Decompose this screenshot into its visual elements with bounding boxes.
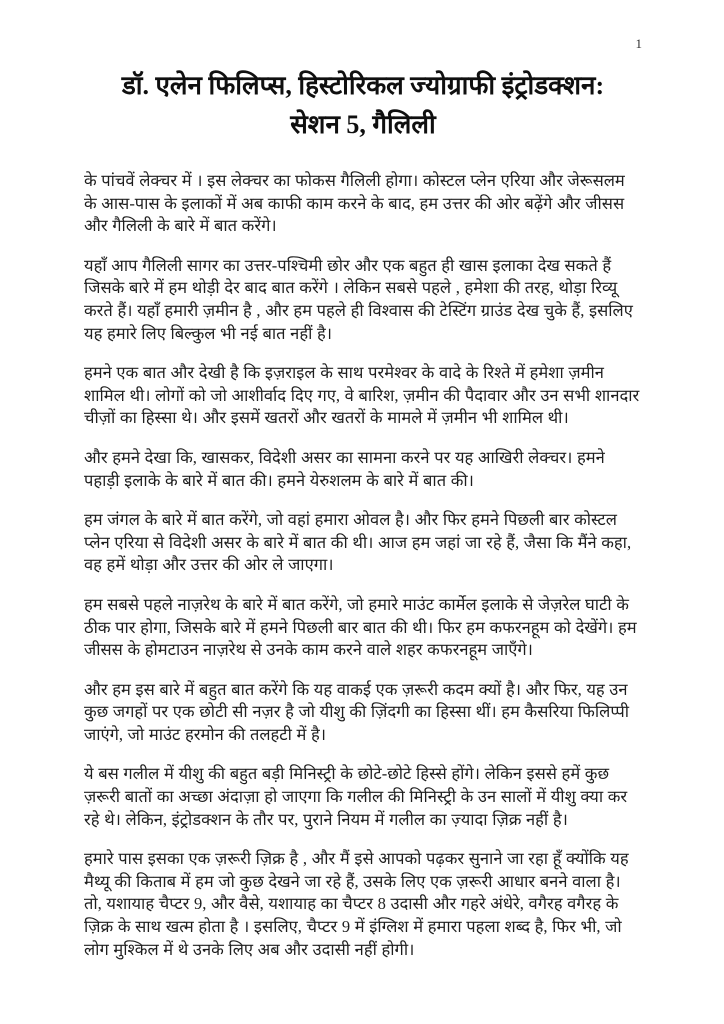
paragraph-9: हमारे पास इसका एक ज़रूरी ज़िक्र है , और मैं इसे आपको पढ़कर सुनाने जा रहा हूँ क्योंकि यह मैथ्यू की किताब में हम जो कुछ देखने जा रहे हैं, उसके लिए एक ज़रूरी आधार बनने वाला है। तो, यशायाह चैप्टर 9, और वैसे, यशायाह का चैप्टर 8 उदासी और गहरे अंधेरे, वगैरह वगैरह के ज़िक्र के साथ खत्म होता है । इसलिए, चैप्टर 9 में इंग्लिश में हमारा पहला शब्द है, फिर भी, जो लोग मुश्किल में थे उनके लिए अब और उदासी नहीं होगी।: [84, 849, 629, 959]
paragraph-1: के पांचवें लेक्चर में । इस लेक्चर का फोकस गैलिली होगा। कोस्टल प्लेन एरिया और जेरूसलम के आस-पास के इलाकों में अब काफी काम करने के बाद, हम उत्तर की ओर बढ़ेंगे और जीसस और गैलिली के बारे में बात करेंगे।: [84, 171, 625, 236]
paragraph-6: हम सबसे पहले नाज़रेथ के बारे में बात करेंगे, जो हमारे माउंट कार्मेल इलाके से जेज़रेल घाटी के ठीक पार होगा, जिसके बारे में हमने पिछली बार बात की थी। फिर हम कफरनहूम को देखेंगे। हम जीसस के होमटाउन नाज़रेथ से उनके काम करने वाले शहर कफरनहूम जाएँगे।: [84, 594, 637, 660]
title-line-1: डॉ. एलेन फिलिप्स, हिस्टोरिकल ज्योग्राफी इंट्रोडक्शन:: [121, 71, 605, 100]
paragraph-3: हमने एक बात और देखी है कि इज़राइल के साथ परमेश्वर के वादे के रिश्ते में हमेशा ज़मीन शामिल थी। लोगों को जो आशीर्वाद दिए गए, वे बारिश, ज़मीन की पैदावार और उन सभी शानदार चीज़ों का हिस्सा थे। और इसमें खतरों और खतरों के मामले में ज़मीन भी शामिल थी।: [84, 363, 640, 428]
paragraph-8: ये बस गलील में यीशु की बहुत बड़ी मिनिस्ट्री के छोटे-छोटे हिस्से होंगे। लेकिन इससे हमें कुछ ज़रूरी बातों का अच्छा अंदाज़ा हो जाएगा कि गलील की मिनिस्ट्री के उन सालों में यीशु क्या कर रहे थे। लेकिन, इंट्रोडक्शन के तौर पर, पुराने नियम में गलील का ज़्यादा ज़िक्र नहीं है।: [84, 764, 628, 829]
paragraph-4: और हमने देखा कि, खासकर, विदेशी असर का सामना करने पर यह आखिरी लेक्चर। हमने पहाड़ी इलाके के बारे में बात की। हमने येरुशलम के बारे में बात की।: [84, 447, 605, 490]
page-number: 1: [635, 36, 642, 51]
paragraph-2: यहाँ आप गैलिली सागर का उत्तर-पश्चिमी छोर और एक बहुत ही खास इलाका देख सकते हैं जिसके बारे में हम थोड़ी देर बाद बात करेंगे । लेकिन सबसे पहले , हमेशा की तरह, थोड़ा रिव्यू करते हैं। यहाँ हमारी ज़मीन है , और हम पहले ही विश्वास की टेस्टिंग ग्राउंड देख चुके हैं, इसलिए यह हमारे लिए बिल्कुल भी नई बात नहीं है।: [84, 255, 633, 343]
document-title: [84, 66, 642, 144]
title-line-2: सेशन 5, गैलिली: [290, 110, 436, 139]
paragraph-7: और हम इस बारे में बहुत बात करेंगे कि यह वाकई एक ज़रूरी कदम क्यों है। और फिर, यह उन कुछ जगहों पर एक छोटी सी नज़र है जो यीशु की ज़िंदगी का हिस्सा थीं। हम कैसरिया फिलिप्पी जाएंगे, जो माउंट हरमोन की तलहटी में है।: [84, 679, 630, 744]
paragraph-5: हम जंगल के बारे में बात करेंगे, जो वहां हमारा ओवल है। और फिर हमने पिछली बार कोस्टल प्लेन एरिया से विदेशी असर के बारे में बात की थी। आज हम जहां जा रहे हैं, जैसा कि मैंने कहा, वह हमें थोड़ा और उत्तर की ओर ले जाएगा।: [84, 510, 632, 575]
